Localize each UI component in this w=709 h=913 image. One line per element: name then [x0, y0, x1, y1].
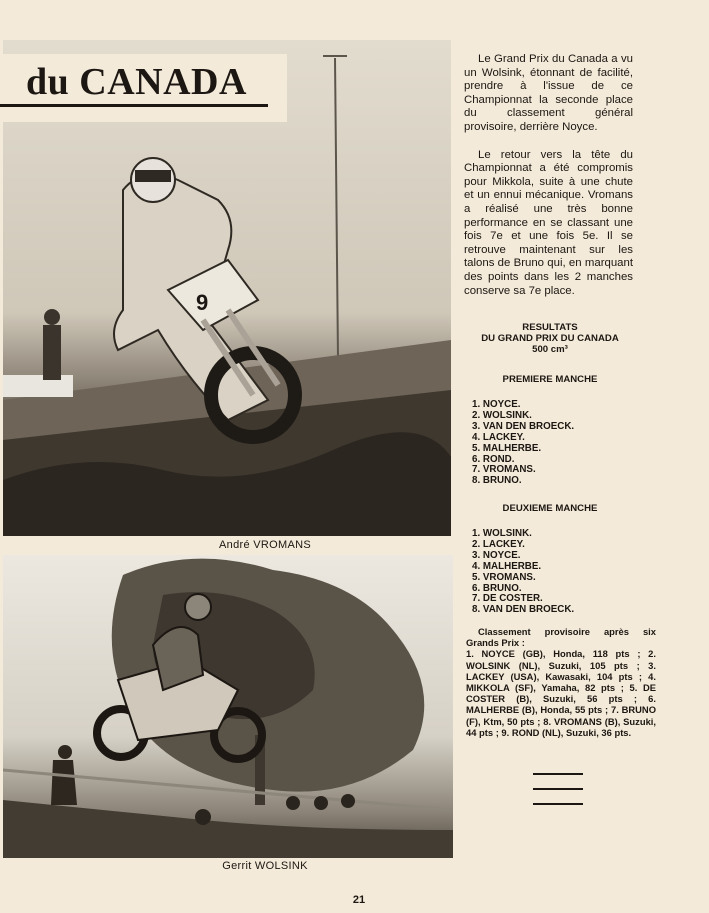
- list-item: 4. MALHERBE.: [472, 560, 542, 572]
- manche1-title: PREMIERE MANCHE: [502, 374, 598, 385]
- intro-paragraph-2: Le retour vers la tête du Championnat a été compromis pour Mikkola, suite à une chute et un ennui mécanique. Vromans a réalisé une très bonne performance en se classant une fois 7e et une fois 5e. Il se retrouve maintenant sur les talons de Bruno qui, en marquant des points dans les 2 manches conserve sa 7e place.: [464, 148, 633, 297]
- list-item: 1. NOYCE.: [472, 399, 521, 410]
- list-item: 2. LACKEY.: [472, 538, 525, 550]
- manche2-list: [472, 529, 574, 616]
- list-item: 5. MALHERBE.: [472, 442, 542, 454]
- rule-line: [533, 788, 583, 790]
- list-item: 3. NOYCE.: [472, 549, 521, 561]
- manche2-title: DEUXIEME MANCHE: [502, 503, 598, 514]
- classement-heading: Classement provisoire après six Grands Prix :: [466, 626, 656, 649]
- results-heading: [464, 323, 636, 355]
- bike-number-text: 9: [196, 290, 209, 315]
- list-item: 3. VAN DEN BROECK.: [472, 420, 575, 432]
- list-item: 7. VROMANS.: [472, 464, 536, 476]
- results-heading-line1: RESULTATS: [522, 322, 578, 333]
- classement-provisoire: [466, 626, 656, 738]
- photo2-caption: Gerrit WOLSINK: [222, 860, 308, 872]
- list-item: 7. DE COSTER.: [472, 593, 543, 605]
- classement-body: 1. NOYCE (GB), Honda, 118 pts ; 2. WOLSINK (NL), Suzuki, 105 pts ; 3. LACKEY (USA), Kawasaki, 104 pts ; 4. MIKKOLA (SF), Yamaha, 82 pts ; 5. DE COSTER (B), Suzuki, 56 pts ; 6. MALHERBE (B), Honda, 55 pts ; 7. BRUNO (F), Ktm, 50 pts ; 8. VROMANS (B), Suzuki, 44 pts ; 9. ROND (NL), Suzuki, 36 pts.: [466, 648, 656, 738]
- photo-rider-wolsink: [3, 555, 453, 858]
- rule-line: [533, 773, 583, 775]
- results-heading-line3: 500 cm³: [532, 343, 568, 355]
- photo-rider-wolsink-drawing: [3, 555, 453, 858]
- page-number: 21: [352, 894, 366, 906]
- list-item: 4. LACKEY.: [472, 431, 525, 443]
- list-item: 8. BRUNO.: [472, 475, 522, 487]
- article-intro: [464, 53, 633, 312]
- intro-paragraph-1: Le Grand Prix du Canada a vu un Wolsink, étonnant de facilité, prendre à l'issue de ce Championnat la seconde place du classement général provisoire, derrière Noyce.: [464, 53, 633, 133]
- list-item: 1. WOLSINK.: [472, 528, 532, 539]
- results-heading-line2: DU GRAND PRIX DU CANADA: [481, 332, 619, 344]
- list-item: 6. BRUNO.: [472, 582, 522, 594]
- list-item: 6. ROND.: [472, 453, 515, 465]
- rule-line: [533, 803, 583, 805]
- list-item: 2. WOLSINK.: [472, 409, 532, 421]
- end-of-article-rules: [533, 773, 583, 818]
- page-title: du CANADA: [26, 61, 247, 103]
- manche1-list: [472, 400, 574, 487]
- list-item: 5. VROMANS.: [472, 571, 536, 583]
- list-item: 8. VAN DEN BROECK.: [472, 604, 575, 616]
- photo1-caption: André VROMANS: [219, 539, 311, 551]
- title-underline: [0, 104, 268, 107]
